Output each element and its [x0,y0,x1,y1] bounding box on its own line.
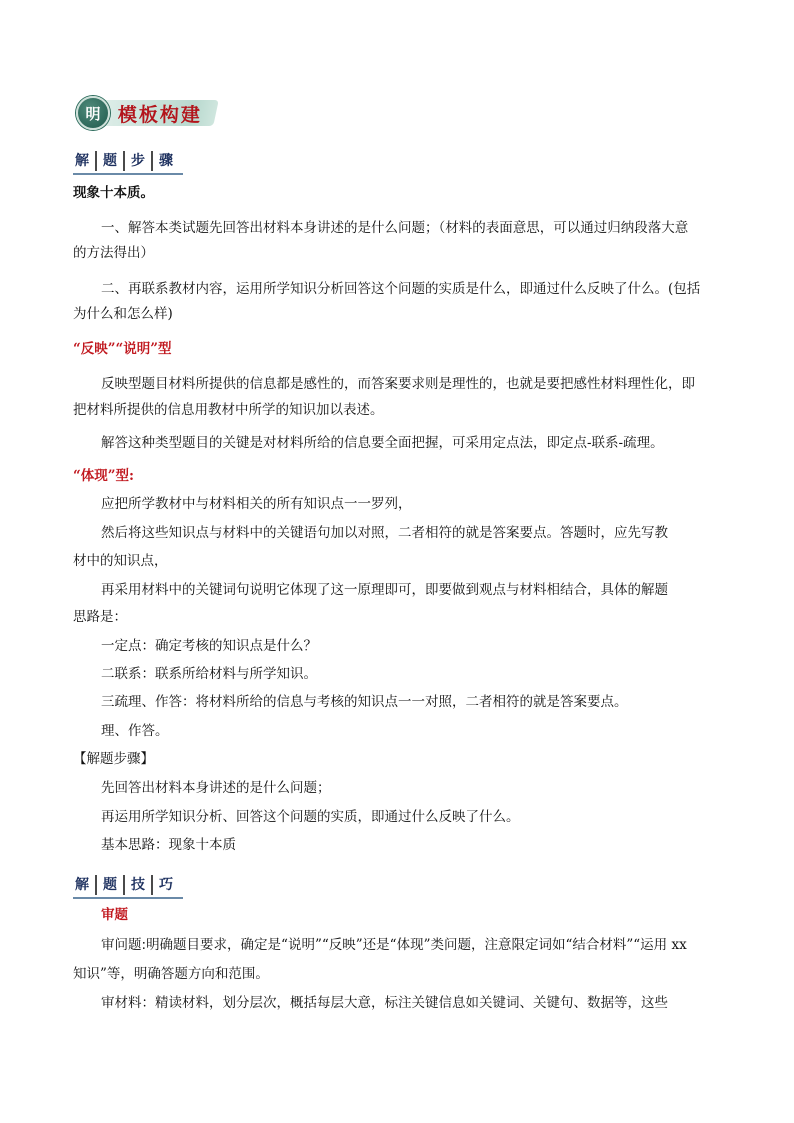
section-tabs-skills [73,875,179,895]
paragraph-line: 应把所学教材中与材料相关的所有知识点一一罗列， [101,496,412,512]
step-line [101,636,317,656]
tab-char: 题 [95,875,123,895]
paragraph-line: 反映型题目材料所提供的信息都是感性的，而答案要求则是理性的，也就是要把感性材料理性化，即 [101,376,695,392]
step-line [101,664,317,684]
paragraph-line: 先回答出材料本身讲述的是什么问题； [101,780,331,796]
tab-char: 解 [75,153,89,169]
tabs-underline [73,173,183,175]
paragraph-line: 为什么和怎么样) [73,306,173,322]
step-label: 一定点： [101,638,155,654]
paragraph-line: 材中的知识点， [73,553,168,569]
paragraph-line: 理、作答。 [101,723,169,739]
paragraph-line [101,993,668,1013]
heading-reflect: “反映”“说明”型 [73,341,172,357]
review-text: 明确题目要求，确定是“说明”“反映”还是“体现”类问题，注意限定词如“结合材料”“运用 xx [146,937,687,953]
section-badge [76,97,216,129]
paragraph-line: 一、解答本类试题先回答出材料本身讲述的是什么问题；（材料的表面意思，可以通过归纳段落大意 [101,220,689,236]
step-line [101,692,628,712]
badge-circle-icon [76,96,110,130]
section-tabs-steps [73,151,179,171]
heading-embody: “体现”型: [73,468,135,484]
tab-char: 巧 [151,875,179,895]
paragraph-line: 再采用材料中的关键词句说明它体现了这一原理即可，即要做到观点与材料相结合，具体的解题 [101,582,668,598]
paragraph-line: 知识”等，明确答题方向和范围。 [73,966,269,982]
heading-review: 审题 [101,907,128,923]
tab-char: 题 [95,151,123,171]
paragraph-line: 基本思路：现象十本质 [101,837,236,853]
review-label: 审材料： [101,995,155,1011]
badge-char: 明 [85,104,101,123]
step-label: 二联系： [101,666,155,682]
heading-steps: 【解题步骤】 [73,751,154,767]
paragraph-line: 把材料所提供的信息用教材中所学的知识加以表述。 [73,402,384,418]
step-text: 联系所给材料与所学知识。 [155,666,317,682]
paragraph-line: 二、再联系教材内容，运用所学知识分析回答这个问题的实质是什么，即通过什么反映了什么。(包括 [101,281,701,297]
review-label: 审问题: [101,937,147,953]
tab-char: 技 [123,875,151,895]
tab-char: 骤 [151,151,179,171]
badge-title: 模板构建 [118,103,203,126]
tab-char: 解 [75,877,89,893]
step-text: 将材料所给的信息与考核的知识点一一对照，二者相符的就是答案要点。 [195,694,628,710]
paragraph-line [101,935,687,955]
paragraph-line: 再运用所学知识分析、回答这个问题的实质，即通过什么反映了什么。 [101,809,520,825]
paragraph-line: 解答这种类型题目的关键是对材料所给的信息要全面把握，可采用定点法，即定点-联系-疏理。 [101,435,664,451]
paragraph-line: 思路是： [73,609,127,625]
tab-char: 步 [123,151,151,171]
step-text: 确定考核的知识点是什么？ [155,638,317,654]
step-label: 三疏理、作答： [101,694,196,710]
tabs-underline [73,897,183,899]
badge-band [97,100,219,126]
review-text: 精读材料，划分层次，概括每层大意，标注关键信息如关键词、关键句、数据等，这些 [155,995,668,1011]
intro-line: 现象十本质。 [73,185,154,201]
paragraph-line: 的方法得出） [73,245,154,261]
paragraph-line: 然后将这些知识点与材料中的关键语句加以对照，二者相符的就是答案要点。答题时，应先写教 [101,525,668,541]
